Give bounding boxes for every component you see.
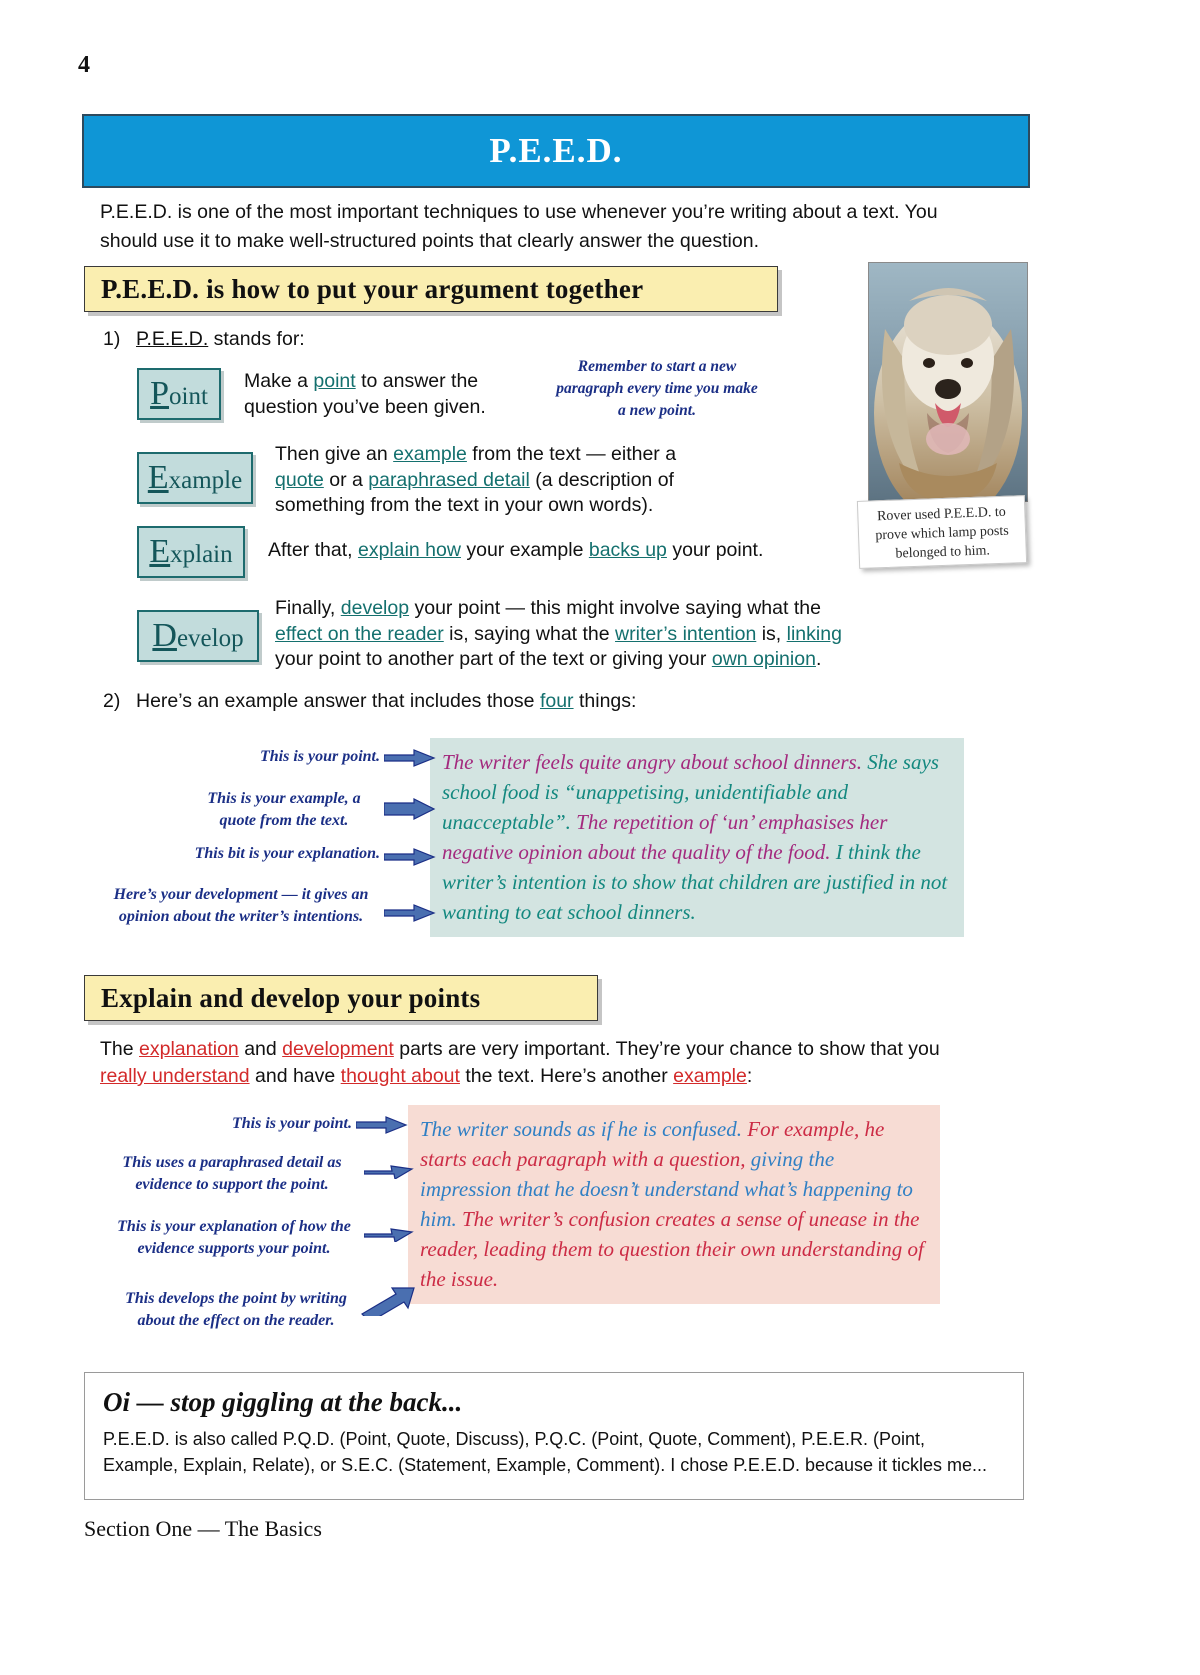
photo-caption: Rover used P.E.E.D. to prove which lamp posts belonged to him.: [857, 495, 1027, 569]
list-item-2-a: Here’s an example answer that includes those: [136, 690, 540, 712]
s2-link-example: example: [673, 1065, 747, 1087]
peed-desc-example-link-paraphrase: paraphrased detail: [368, 468, 530, 491]
page-footer: Section One — The Basics: [84, 1516, 322, 1541]
example2-segment-point: The writer sounds as if he is confused.: [420, 1117, 748, 1141]
peed-desc-explain-b: your example: [460, 539, 589, 561]
peed-desc-point-a: Make a: [244, 370, 314, 392]
peed-box-explain-word: [149, 535, 232, 569]
peed-rest-develop: evelop: [176, 625, 244, 652]
page-title-bar: [82, 114, 1030, 188]
joke-box: [84, 1372, 1024, 1500]
peed-inline-label: P.E.E.D.: [136, 328, 209, 350]
annotation-ex2-explanation: This is your explanation of how the evidence supports your point.: [117, 1218, 351, 1257]
s2-b: and: [238, 1038, 283, 1060]
list-item-2-link-four: four: [539, 690, 574, 712]
s2-d: and have: [249, 1065, 341, 1087]
example-answer-box-2: [408, 1105, 940, 1304]
peed-initial-d: D: [152, 617, 177, 654]
example-answer-box-1: [430, 738, 964, 937]
s2-a: The: [100, 1038, 140, 1060]
peed-desc-point-b: to answer the question you’ve been given.: [244, 370, 486, 418]
remember-note: Remember to start a new paragraph every time you make a new point.: [556, 358, 758, 419]
list-number-2: 2): [103, 690, 121, 712]
section-heading-2: [84, 975, 598, 1021]
peed-desc-explain-link-how: explain how: [357, 539, 461, 561]
s2-link-thought: thought about: [340, 1065, 460, 1087]
peed-desc-explain-link-backsup: backs up: [588, 539, 667, 561]
annotation-ex1-example: This is your example, a quote from the text.: [207, 790, 361, 829]
peed-desc-develop-f: .: [815, 648, 822, 670]
peed-initial-e2: E: [149, 533, 171, 570]
section-heading-1-label: P.E.E.D. is how to put your argument together: [101, 273, 644, 304]
peed-desc-develop-link-develop: develop: [340, 597, 410, 619]
peed-initial-e1: E: [147, 459, 169, 496]
arrow-icon-ex1-explanation: [384, 847, 438, 867]
peed-desc-point-link-point: point: [313, 370, 356, 392]
peed-desc-develop-b: your point — this might involve saying what the: [409, 597, 821, 619]
intro-paragraph: P.E.E.D. is one of the most important techniques to use whenever you’re writing about a text. You should use it to make well-structured points that clearly answer the question.: [100, 201, 938, 252]
arrow-icon-ex2-development: [360, 1280, 416, 1316]
peed-box-develop: [137, 610, 259, 662]
section-heading-1: [84, 266, 778, 312]
s2-link-understand: really understand: [100, 1065, 250, 1087]
peed-desc-develop-d: is,: [756, 622, 787, 645]
peed-desc-explain-c: your point.: [666, 539, 764, 561]
arrow-icon-ex2-evidence: [364, 1155, 414, 1179]
peed-desc-explain-a: After that,: [268, 539, 358, 561]
joke-box-text: P.E.E.D. is also called P.Q.D. (Point, Quote, Discuss), P.Q.C. (Point, Quote, Comment), P.E.E.R. (Point, Example, Explain, Relate), or S.E.C. (Statement, Example, Comment). I chose P.E.E.D. because it tickles me...: [103, 1429, 988, 1475]
section2-paragraph: [100, 1036, 980, 1090]
annotation-ex2-development: This develops the point by writing about the effect on the reader.: [125, 1290, 347, 1329]
peed-desc-develop-c: is, saying what the: [443, 622, 616, 645]
peed-desc-example-link-quote: quote: [275, 468, 324, 491]
peed-desc-develop-e: your point to another part of the text or giving your: [275, 648, 712, 670]
annotation-ex2-evidence: This uses a paraphrased detail as evidence to support the point.: [122, 1154, 342, 1193]
example1-segment-quote: She says school food is “unappetising, unidentifiable and unacceptable”.: [442, 750, 939, 834]
example1-segment-explanation: The repetition of ‘un’ emphasises her negative opinion about the quality of the food.: [442, 810, 888, 864]
peed-desc-example-a: Then give an: [275, 443, 394, 465]
example2-segment-development: The writer’s confusion creates a sense of unease in the reader, leading them to question their own understanding of the issue.: [420, 1207, 924, 1291]
peed-desc-example-b: from the text — either a: [466, 443, 677, 465]
annotation-ex1-point: This is your point.: [259, 748, 380, 765]
arrow-icon-ex1-development: [384, 903, 438, 923]
peed-desc-develop-link-opinion: own opinion: [711, 648, 816, 670]
peed-box-develop-word: [152, 619, 243, 653]
page-number: 4: [78, 52, 90, 78]
list-item-1-text: [136, 328, 305, 351]
peed-desc-develop-a: Finally,: [275, 597, 341, 619]
s2-link-explanation: explanation: [139, 1038, 239, 1060]
arrow-icon-ex1-example: [384, 798, 438, 820]
peed-desc-explain: [268, 538, 808, 564]
section-heading-2-label: Explain and develop your points: [101, 982, 481, 1013]
example2-segment-evidence: For example, he starts each paragraph with a question,: [420, 1117, 885, 1171]
example2-segment-explanation: giving the impression that he doesn’t understand what’s happening to him.: [420, 1147, 913, 1231]
dog-photo-image: [869, 263, 1027, 501]
s2-e: the text. Here’s another: [459, 1065, 674, 1087]
peed-rest-example: xample: [168, 467, 243, 494]
s2-c: parts are very important. They’re your chance to show that you: [393, 1038, 940, 1060]
s2-link-development: development: [282, 1038, 394, 1060]
peed-desc-develop-link-effect: effect on the reader: [275, 622, 444, 645]
peed-desc-develop: [275, 596, 845, 673]
peed-desc-example: [275, 442, 695, 519]
peed-box-point-word: [150, 377, 208, 411]
peed-desc-example-link-example: example: [393, 443, 467, 465]
arrow-icon-ex2-explanation: [364, 1218, 414, 1242]
peed-desc-develop-link-linking: linking: [786, 622, 842, 645]
arrow-icon-ex1-point: [384, 748, 438, 768]
peed-rest-explain: xplain: [170, 541, 233, 568]
peed-box-example: [137, 452, 253, 504]
list-number-1: 1): [103, 328, 121, 350]
annotation-ex1-development: Here’s your development — it gives an opinion about the writer’s intentions.: [113, 886, 369, 925]
page-title: P.E.E.D.: [489, 131, 623, 170]
list-item-2-text: [136, 690, 636, 713]
peed-box-explain: [137, 526, 245, 578]
peed-initial-p: P: [150, 375, 169, 412]
annotation-ex1-explanation: This bit is your explanation.: [194, 845, 380, 862]
peed-box-point: [137, 368, 221, 420]
peed-desc-point: [244, 369, 544, 420]
annotation-ex2-point: This is your point.: [231, 1115, 352, 1132]
example1-segment-development: I think the writer’s intention is to show that children are justified in not wanting to eat school dinners.: [442, 840, 948, 924]
s2-f: :: [746, 1065, 753, 1087]
dog-photo: [868, 262, 1028, 502]
joke-box-heading: Oi — stop giggling at the back...: [103, 1387, 463, 1417]
peed-desc-example-c: or a: [323, 468, 369, 491]
peed-box-example-word: [148, 461, 242, 495]
list-item-2-b: things:: [573, 690, 637, 712]
peed-desc-example-d: (a description of something from the text in your own words).: [275, 468, 674, 516]
example1-segment-point: The writer feels quite angry about school dinners.: [442, 750, 868, 774]
list-item-1-rest: stands for:: [208, 328, 305, 350]
arrow-icon-ex2-point: [356, 1115, 410, 1135]
peed-desc-develop-link-intention: writer’s intention: [615, 622, 757, 645]
peed-rest-point: oint: [169, 383, 208, 410]
